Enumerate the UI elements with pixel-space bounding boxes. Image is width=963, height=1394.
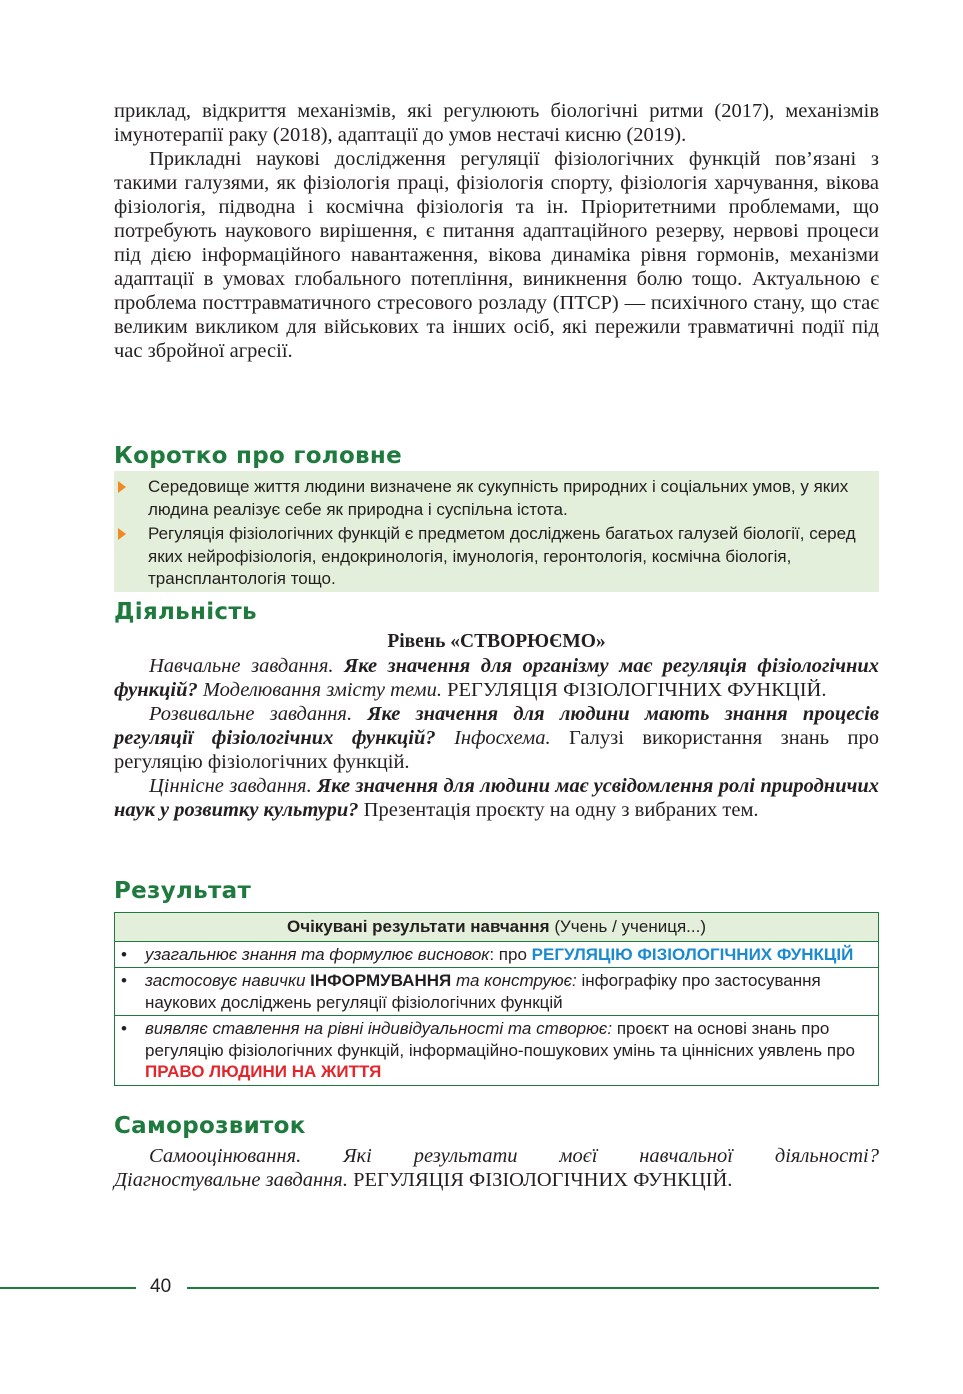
table-header-row — [115, 913, 879, 942]
orange-triangle-bullet-icon — [118, 481, 126, 493]
self-line-1: Самооцінювання. Які результати моєї навчальної діяльності? — [149, 1145, 879, 1167]
results-table — [114, 912, 879, 1086]
summary-item-text: Середовище життя людини визначене як сукупність природних і соціальних умов, у яких людина реалізує себе як природна і суспільна істота. — [148, 477, 849, 519]
summary-item — [114, 471, 879, 521]
self-development-section — [114, 1144, 879, 1192]
self-line-2: Діагностувальне завдання. РЕГУЛЯЦІЯ ФІЗІОЛОГІЧНИХ ФУНКЦІЙ. — [114, 1169, 733, 1191]
intro-paragraph-1: приклад, відкриття механізмів, які регулюють біологічні ритми (2017), механізмів імунотерапії раку (2018), адаптації до умов нестачі кисню (2019). — [114, 100, 879, 146]
activity-section — [114, 630, 879, 822]
self-development-heading: Саморозвиток — [114, 1113, 306, 1139]
task-learning: Навчальне завдання. Яке значення для організму має регуляція фізіологічних функцій? Моделювання змісту теми. РЕГУЛЯЦІЯ ФІЗІОЛОГІЧНИХ ФУНКЦІЙ. — [114, 655, 880, 701]
summary-heading: Коротко про головне — [114, 443, 402, 469]
table-row: • виявляє ставлення на рівні індивідуальності та створює: проєкт на основі знань про регуляцію фізіологічних функцій, інформаційно-пошукових умінь та ціннісних уявлень про ПРАВО ЛЮДИНИ НА ЖИТТЯ — [115, 1016, 879, 1086]
footer-rule-left — [0, 1287, 136, 1289]
table-row: • узагальнює знання та формулює висновок: про РЕГУЛЯЦІЮ ФІЗІОЛОГІЧНИХ ФУНКЦІЙ — [115, 941, 879, 968]
result-heading: Результат — [114, 878, 252, 904]
level-title: Рівень «СТВОРЮЄМО» — [387, 631, 606, 652]
page-number: 40 — [150, 1276, 172, 1297]
task-developing: Розвивальне завдання. Яке значення для людини мають знання процесів регуляції фізіологічних функцій? Інфосхема. Галузі використання знань про регуляцію фізіологічних функцій. — [114, 703, 880, 773]
footer-rule-right — [187, 1287, 879, 1289]
summary-item-text: Регуляція фізіологічних функцій є предметом досліджень багатьох галузей біології, серед яких нейрофізіологія, ендокринологія, імунологія, геронтологія, космічна біологія, трансплантологія тощо. — [148, 524, 856, 588]
task-value: Ціннісне завдання. Яке значення для людини має усвідомлення ролі природничих наук у розвитку культури? Презентація проєкту на одну з вибраних тем. — [114, 775, 880, 821]
orange-triangle-bullet-icon — [118, 528, 126, 540]
activity-heading: Діяльність — [114, 599, 257, 625]
table-row: • застосовує навички ІНФОРМУВАННЯ та конструює: інфографіку про застосування наукових досліджень регуляції фізіологічних функцій — [115, 968, 879, 1016]
table-header-cell: Очікувані результати навчання (Учень / учениця...) — [115, 913, 879, 942]
summary-item — [114, 521, 879, 591]
intro-paragraph-2: Прикладні наукові дослідження регуляції фізіологічних функцій пов’язані з такими галузями, як фізіологія праці, фізіологія спорту, фізіологія харчування, вікова фізіологія, підводна і космічна фізіологія та ін. Пріоритетними проблемами, що потребують наукового вирішення, є питання адаптаційного резерву, нервові процеси під дією інформаційного навантаження, вікова динаміка рівня гормонів, механізми адаптації в умовах глобального потепління, виникнення болю тощо. Актуальною є проблема посттравматичного стресового розладу (ПТСР) — психічного стану, що стає великим викликом для військових та інших осіб, які пережили травматичні події під час збройної агресії. — [114, 148, 879, 362]
summary-box — [114, 471, 879, 592]
intro-section — [114, 99, 879, 363]
